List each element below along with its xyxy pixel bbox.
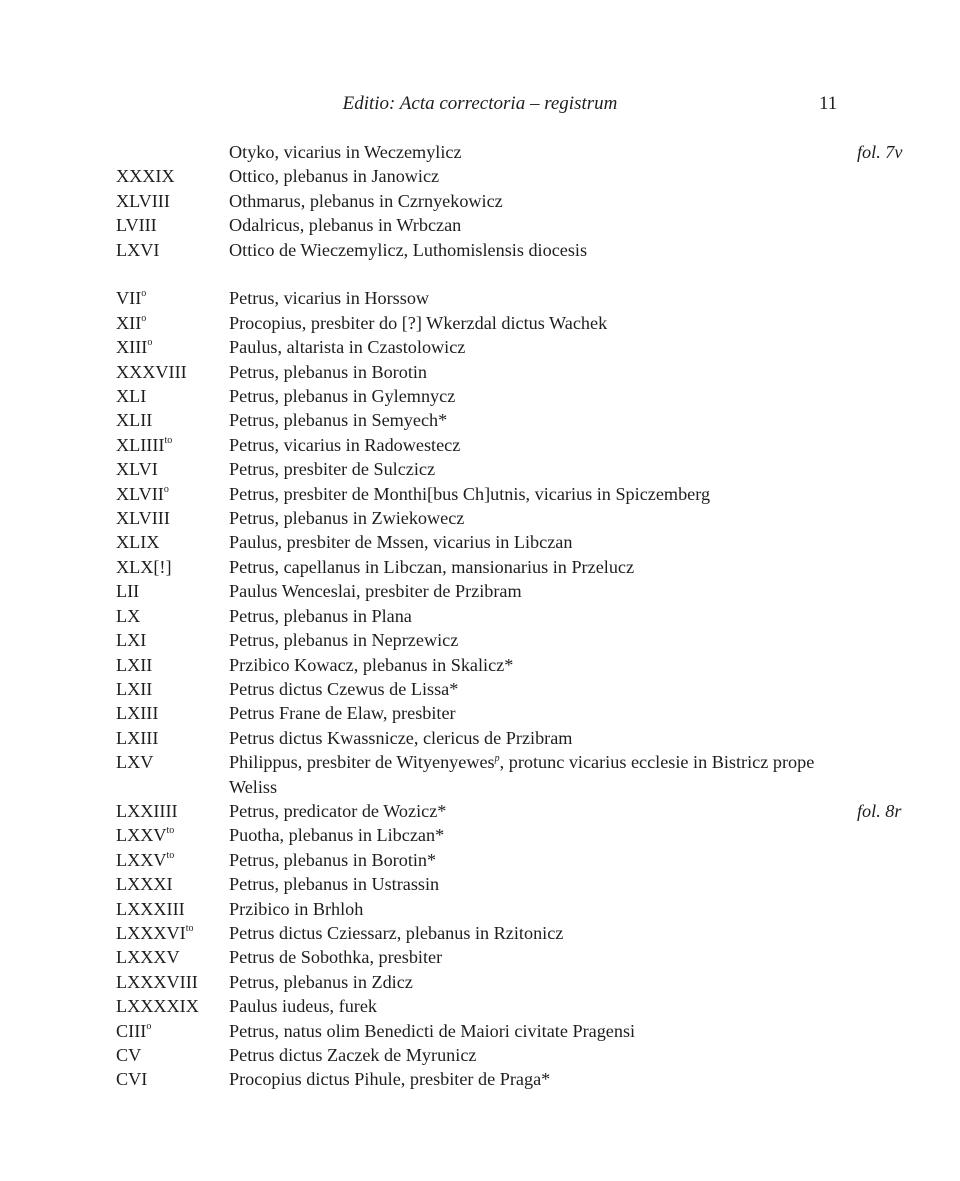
entry-text-main: Paulus, presbiter de Mssen, vicarius in Libczan bbox=[229, 532, 573, 553]
entry-number-text: LXXXVI bbox=[116, 922, 186, 943]
entry-number-text: LXXIIII bbox=[116, 800, 178, 821]
entry-text-main: Petrus, plebanus in Zdicz bbox=[229, 971, 413, 992]
register-entry bbox=[0, 530, 960, 554]
entry-text-main: Petrus, plebanus in Borotin bbox=[229, 361, 428, 382]
entry-text bbox=[229, 799, 834, 823]
register-entry bbox=[0, 164, 960, 188]
entry-text bbox=[229, 628, 834, 652]
entry-number bbox=[116, 506, 170, 530]
entry-text-main: Philippus, presbiter de Wityenyewes bbox=[229, 752, 495, 773]
register-entry bbox=[0, 506, 960, 530]
entry-number-text: XLX[!] bbox=[116, 556, 172, 577]
entry-number bbox=[116, 384, 146, 408]
entry-number bbox=[116, 994, 199, 1018]
entry-number-text: LXV bbox=[116, 752, 154, 773]
entry-text bbox=[229, 945, 834, 969]
register-entry bbox=[0, 555, 960, 579]
register-entry bbox=[0, 604, 960, 628]
entry-number-text: XII bbox=[116, 312, 142, 333]
entry-text bbox=[229, 994, 834, 1018]
entry-number bbox=[116, 677, 152, 701]
entry-number bbox=[116, 653, 152, 677]
entry-number-text: XXXVIII bbox=[116, 361, 187, 382]
register-entry bbox=[0, 360, 960, 384]
register-entry bbox=[0, 701, 960, 725]
register-entry bbox=[0, 457, 960, 481]
folio-marker: fol. 7v bbox=[857, 142, 903, 162]
entry-text bbox=[229, 530, 834, 554]
entry-number-text: XLIX bbox=[116, 532, 160, 553]
entry-text-main: Petrus dictus Kwassnicze, clericus de Przibram bbox=[229, 727, 573, 748]
entry-number bbox=[116, 482, 169, 506]
register-entry bbox=[0, 921, 960, 945]
entry-text bbox=[229, 726, 834, 750]
entry-text-main: Odalricus, plebanus in Wrbczan bbox=[229, 215, 462, 236]
entry-text-main: Przibico in Brhloh bbox=[229, 898, 364, 919]
entry-number bbox=[116, 701, 158, 725]
entry-number bbox=[116, 189, 170, 213]
entry-text bbox=[229, 311, 834, 335]
entry-text bbox=[229, 213, 834, 237]
entry-text-main: Petrus dictus Czewus de Lissa* bbox=[229, 678, 459, 699]
register-entry bbox=[0, 628, 960, 652]
entry-text bbox=[229, 750, 834, 799]
entry-text bbox=[229, 286, 834, 310]
section-gap bbox=[0, 262, 960, 286]
entry-text bbox=[229, 408, 834, 432]
entry-text-main: Ottico, plebanus in Janowicz bbox=[229, 166, 440, 187]
entry-text bbox=[229, 360, 834, 384]
entry-number-text: XLVIII bbox=[116, 508, 170, 529]
entry-text bbox=[229, 823, 834, 847]
register-entry bbox=[0, 677, 960, 701]
entry-number bbox=[116, 799, 178, 823]
entry-number-text: LVIII bbox=[116, 215, 157, 236]
entry-text bbox=[229, 384, 834, 408]
entry-text-main: Puotha, plebanus in Libczan* bbox=[229, 825, 445, 846]
entry-number-text: CV bbox=[116, 1045, 142, 1066]
entry-number-text: LXXXI bbox=[116, 874, 173, 895]
entry-text-main: Petrus, presbiter de Monthi[bus Ch]utnis, vicarius in Spiczemberg bbox=[229, 483, 711, 504]
register-list bbox=[0, 140, 960, 1092]
entry-text-main: Procopius, presbiter do [?] Wkerzdal dictus Wachek bbox=[229, 312, 608, 333]
entry-number-text: LXXV bbox=[116, 825, 167, 846]
footnote-marker: p bbox=[494, 753, 500, 765]
entry-text bbox=[229, 897, 834, 921]
entry-text bbox=[229, 506, 834, 530]
entry-text bbox=[229, 140, 834, 164]
entry-text-main: Paulus, altarista in Czastolowicz bbox=[229, 337, 466, 358]
entry-number-text: LXI bbox=[116, 630, 147, 651]
register-entry bbox=[0, 653, 960, 677]
entry-number bbox=[116, 897, 185, 921]
entry-text-main: Petrus, capellanus in Libczan, mansionarius in Przelucz bbox=[229, 556, 635, 577]
entry-text-main: Otyko, vicarius in Weczemylicz bbox=[229, 142, 462, 162]
register-entry bbox=[0, 945, 960, 969]
register-entry bbox=[0, 1043, 960, 1067]
entry-number-superscript: to bbox=[185, 922, 194, 934]
entry-text-main: Petrus dictus Zaczek de Myrunicz bbox=[229, 1045, 477, 1066]
entry-number bbox=[116, 604, 140, 628]
entry-number-text: LXIII bbox=[116, 703, 159, 724]
register-entry bbox=[0, 823, 960, 847]
entry-number-superscript: to bbox=[166, 849, 175, 861]
entry-number-text: LXII bbox=[116, 678, 153, 699]
entry-number bbox=[116, 750, 153, 774]
entry-number bbox=[116, 1067, 147, 1091]
entry-number-text: LXXXIII bbox=[116, 898, 185, 919]
entry-text-main: Petrus dictus Cziessarz, plebanus in Rzitonicz bbox=[229, 922, 564, 943]
entry-number bbox=[116, 408, 152, 432]
entry-number bbox=[116, 848, 174, 872]
entry-text bbox=[229, 653, 834, 677]
register-entry bbox=[0, 726, 960, 750]
entry-text-main: Petrus, plebanus in Neprzewicz bbox=[229, 630, 459, 651]
entry-number-text: LXII bbox=[116, 654, 153, 675]
entry-number bbox=[116, 726, 158, 750]
entry-number bbox=[116, 335, 152, 359]
entry-number bbox=[116, 921, 194, 945]
register-entry bbox=[0, 189, 960, 213]
entry-number-text: LXXV bbox=[116, 849, 167, 870]
entry-text bbox=[229, 1019, 834, 1043]
register-entry bbox=[0, 408, 960, 432]
entry-number bbox=[116, 286, 146, 310]
entry-text bbox=[229, 433, 834, 457]
entry-number-superscript: o bbox=[146, 1020, 152, 1032]
entry-number bbox=[116, 213, 157, 237]
entry-text bbox=[229, 677, 834, 701]
entry-number-text: LXXXXIX bbox=[116, 996, 199, 1017]
entry-number bbox=[116, 164, 175, 188]
register-entry bbox=[0, 482, 960, 506]
entry-text-main: Petrus, predicator de Wozicz* bbox=[229, 800, 447, 821]
entry-text-main: Przibico Kowacz, plebanus in Skalicz* bbox=[229, 654, 514, 675]
register-entry bbox=[0, 433, 960, 457]
page-header-title: Editio: Acta correctoria – registrum bbox=[342, 93, 618, 114]
entry-number bbox=[116, 1019, 151, 1043]
entry-number-text: XLVIII bbox=[116, 190, 170, 211]
entry-text-main: Petrus, plebanus in Semyech* bbox=[229, 410, 448, 431]
entry-text bbox=[229, 555, 834, 579]
entry-number bbox=[116, 433, 172, 457]
entry-number-superscript: o bbox=[141, 312, 147, 324]
entry-number-text: VII bbox=[116, 288, 142, 309]
register-entry bbox=[0, 335, 960, 359]
entry-text bbox=[229, 238, 834, 262]
entry-number bbox=[116, 457, 158, 481]
register-entry bbox=[0, 750, 960, 799]
entry-text-main: Petrus, plebanus in Zwiekowecz bbox=[229, 508, 465, 529]
entry-number bbox=[116, 823, 174, 847]
register-entry bbox=[0, 994, 960, 1018]
entry-number bbox=[116, 970, 198, 994]
entry-number bbox=[116, 628, 146, 652]
entry-number-text: CIII bbox=[116, 1020, 147, 1041]
entry-text-main: Petrus de Sobothka, presbiter bbox=[229, 947, 443, 968]
entry-text bbox=[229, 604, 834, 628]
entry-number-superscript: o bbox=[147, 337, 153, 349]
entry-text bbox=[229, 189, 834, 213]
entry-text-main: Petrus, plebanus in Ustrassin bbox=[229, 874, 440, 895]
entry-text bbox=[229, 164, 834, 188]
entry-number-text: LXIII bbox=[116, 727, 159, 748]
entry-text bbox=[229, 1067, 834, 1091]
entry-number-text: XLVI bbox=[116, 459, 158, 480]
entry-text bbox=[229, 335, 834, 359]
page-number: 11 bbox=[819, 93, 838, 114]
entry-number bbox=[116, 311, 146, 335]
entry-text bbox=[229, 457, 834, 481]
entry-text-main: Procopius dictus Pihule, presbiter de Praga* bbox=[229, 1069, 551, 1090]
register-entry bbox=[0, 140, 960, 164]
entry-text-main: Petrus, natus olim Benedicti de Maiori civitate Pragensi bbox=[229, 1020, 636, 1041]
entry-text bbox=[229, 579, 834, 603]
entry-number-text: XIII bbox=[116, 337, 148, 358]
entry-text-main: Petrus, plebanus in Gylemnycz bbox=[229, 386, 456, 407]
register-entry bbox=[0, 286, 960, 310]
entry-number-text: XLIIII bbox=[116, 434, 165, 455]
entry-number bbox=[116, 579, 139, 603]
entry-number-text: LXXXVIII bbox=[116, 971, 198, 992]
entry-number-superscript: o bbox=[163, 483, 169, 495]
entry-number bbox=[116, 360, 187, 384]
entry-number bbox=[116, 1043, 141, 1067]
entry-text bbox=[229, 482, 834, 506]
entry-number bbox=[116, 872, 173, 896]
entry-text-main: Paulus Wenceslai, presbiter de Przibram bbox=[229, 581, 522, 602]
entry-number-text: XLII bbox=[116, 410, 153, 431]
entry-text-main: Petrus, vicarius in Radowestecz bbox=[229, 434, 461, 455]
register-entry bbox=[0, 213, 960, 237]
entry-text-main: Petrus, plebanus in Borotin* bbox=[229, 849, 437, 870]
entry-number-superscript: o bbox=[141, 288, 147, 300]
entry-text bbox=[229, 970, 834, 994]
entry-number-text: XLI bbox=[116, 386, 147, 407]
entry-text bbox=[229, 872, 834, 896]
entry-text-main: Petrus, presbiter de Sulczicz bbox=[229, 459, 436, 480]
entry-number-text: CVI bbox=[116, 1069, 148, 1090]
entry-number-superscript: to bbox=[164, 434, 173, 446]
entry-number-text: LII bbox=[116, 581, 140, 602]
register-entry bbox=[0, 872, 960, 896]
register-entry bbox=[0, 384, 960, 408]
entry-text-main: Petrus, vicarius in Horssow bbox=[229, 288, 430, 309]
entry-text-main: Petrus Frane de Elaw, presbiter bbox=[229, 703, 456, 724]
entry-number bbox=[116, 555, 172, 579]
entry-number bbox=[116, 530, 159, 554]
register-entry bbox=[0, 970, 960, 994]
register-entry bbox=[0, 238, 960, 262]
entry-number-text: LX bbox=[116, 605, 141, 626]
entry-text-main: Ottico de Wieczemylicz, Luthomislensis diocesis bbox=[229, 239, 588, 260]
entry-text-continued: , protunc vicarius ecclesie in Bistricz prope Weliss bbox=[229, 752, 815, 797]
entry-text-main: Othmarus, plebanus in Czrnyekowicz bbox=[229, 190, 503, 211]
register-entry bbox=[0, 848, 960, 872]
register-entry bbox=[0, 579, 960, 603]
entry-text bbox=[229, 921, 834, 945]
entry-number-superscript: to bbox=[166, 825, 175, 837]
register-entry bbox=[0, 1019, 960, 1043]
register-entry bbox=[0, 311, 960, 335]
entry-number-text: LXXXV bbox=[116, 947, 180, 968]
entry-text bbox=[229, 1043, 834, 1067]
entry-number-text: XLVII bbox=[116, 483, 164, 504]
entry-text-main: Paulus iudeus, furek bbox=[229, 996, 378, 1017]
entry-text bbox=[229, 848, 834, 872]
entry-number-text: LXVI bbox=[116, 239, 160, 260]
register-entry bbox=[0, 897, 960, 921]
entry-text-main: Petrus, plebanus in Plana bbox=[229, 605, 412, 626]
folio-marker: fol. 8r bbox=[857, 800, 902, 821]
register-entry bbox=[0, 1067, 960, 1091]
entry-text bbox=[229, 701, 834, 725]
register-entry bbox=[0, 799, 960, 823]
entry-number bbox=[116, 945, 180, 969]
entry-number bbox=[116, 238, 159, 262]
entry-number-text: XXXIX bbox=[116, 166, 175, 187]
